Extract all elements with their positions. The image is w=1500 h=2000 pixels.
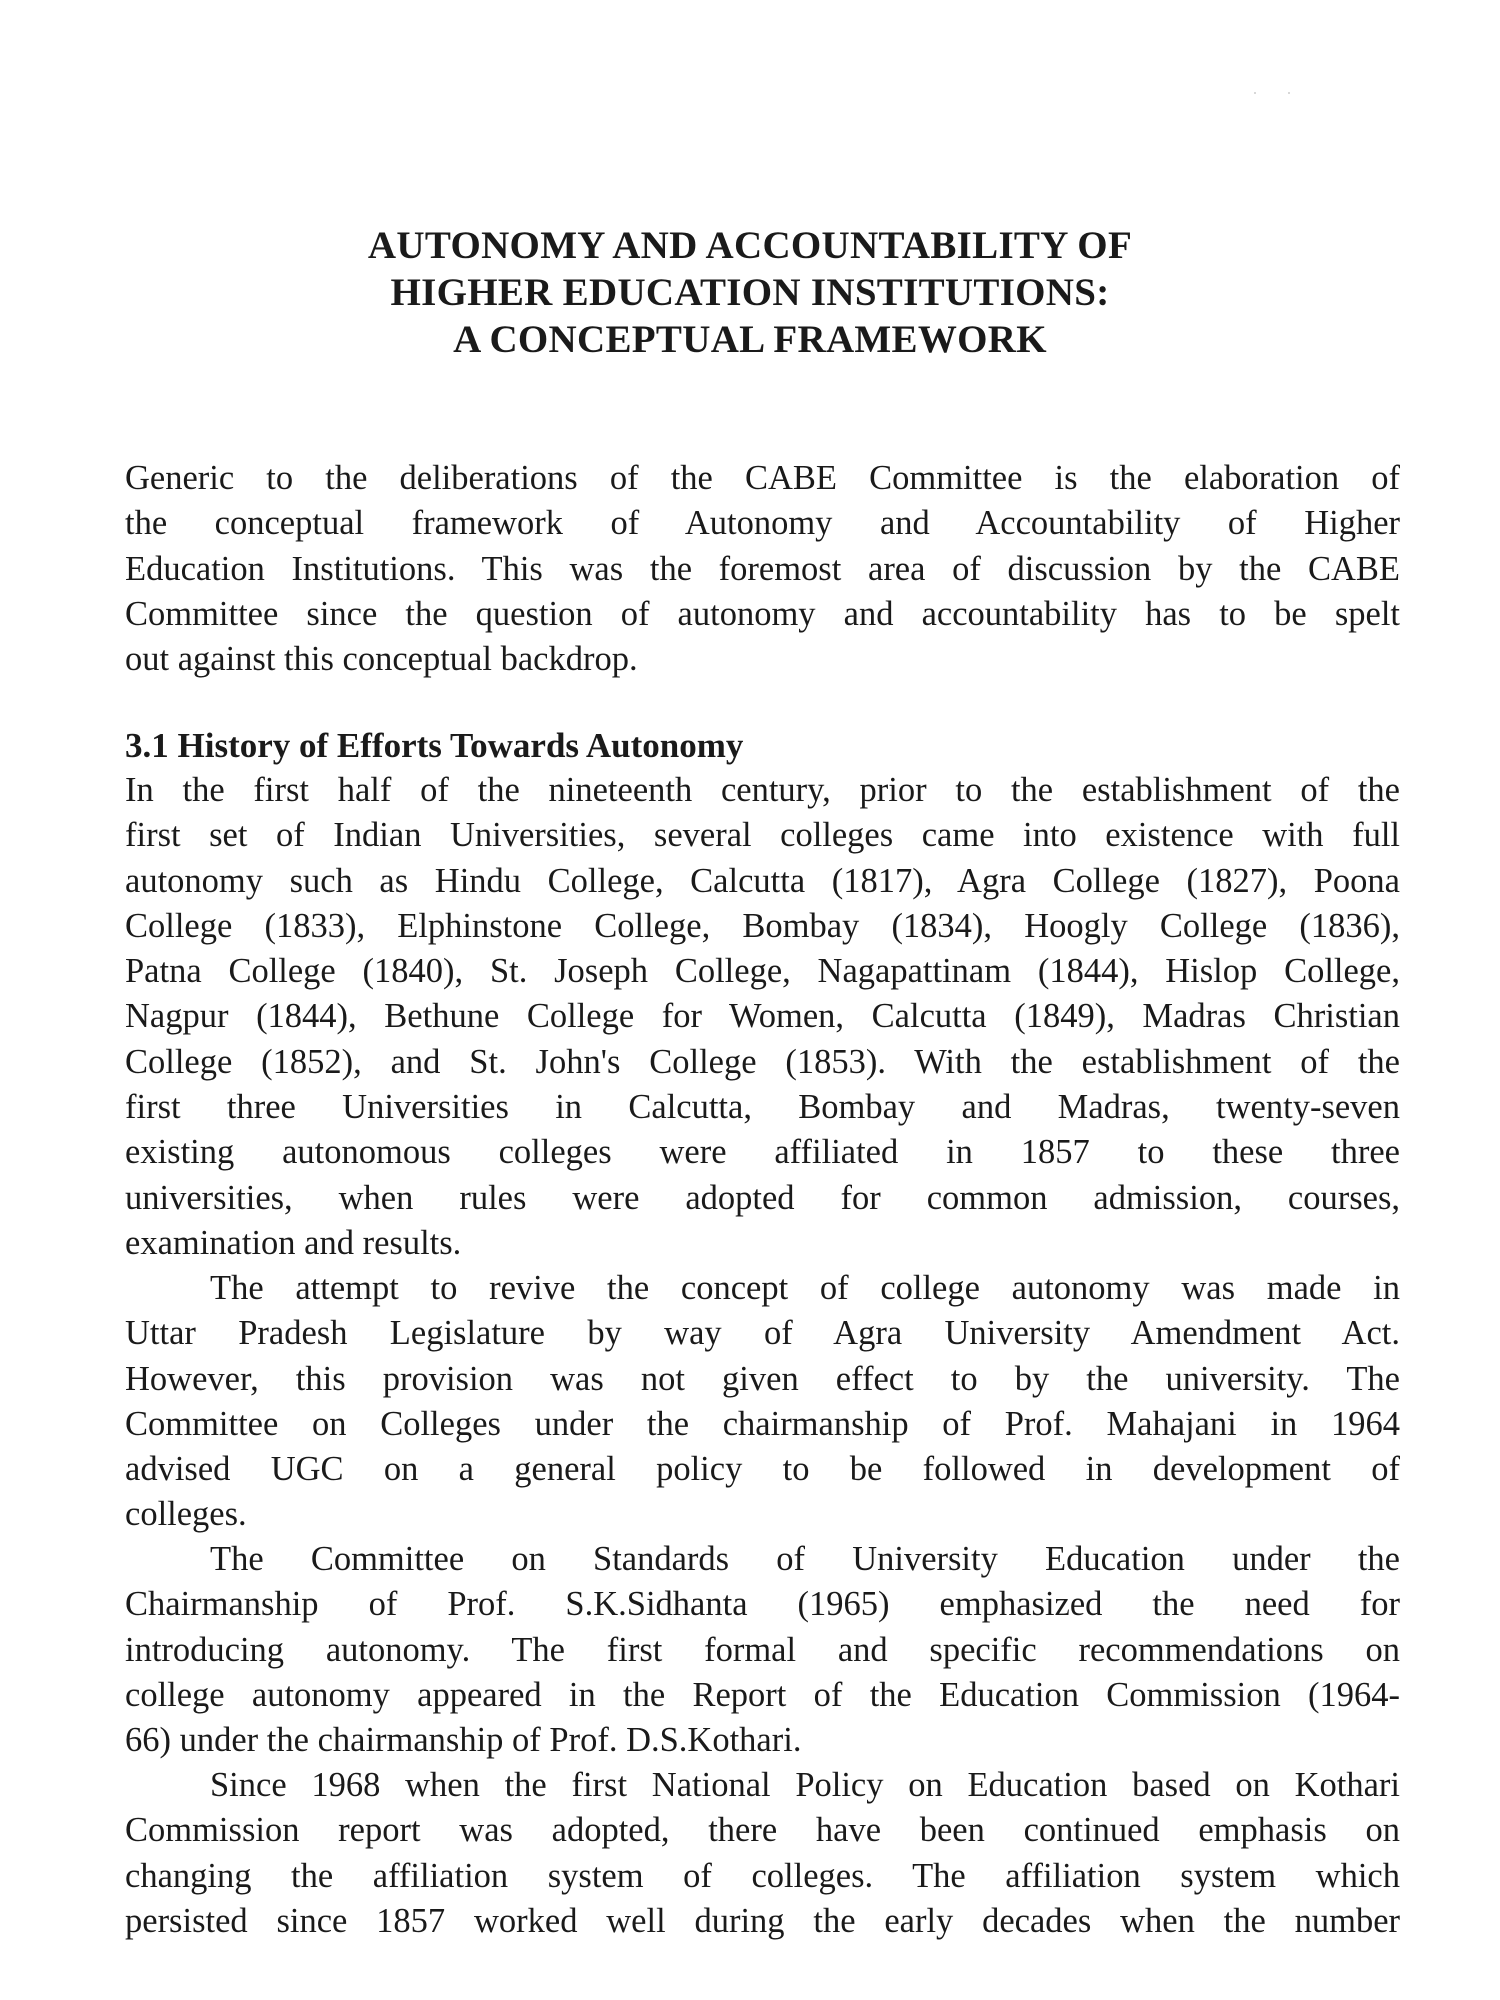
text-line: out against this conceptual backdrop. (125, 640, 638, 679)
text-line: Committee since the question of autonomy and accountability has to be spelt (125, 594, 1400, 633)
text-line: College (1833), Elphinstone College, Bombay (1834), Hoogly College (1836), (125, 906, 1400, 945)
scan-speck (1254, 92, 1256, 94)
text-line: college autonomy appeared in the Report of the Education Commission (1964- (125, 1675, 1400, 1714)
text-line: Committee on Colleges under the chairmanship of Prof. Mahajani in 1964 (125, 1404, 1400, 1443)
policy-paragraph (125, 1763, 1400, 1944)
section-heading: 3.1 History of Efforts Towards Autonomy (125, 726, 744, 765)
text-line: Patna College (1840), St. Joseph College, Nagapattinam (1844), Hislop College, (125, 952, 1400, 991)
text-line: existing autonomous colleges were affiliated in 1857 to these three (125, 1133, 1400, 1172)
text-line: College (1852), and St. John's College (1853). With the establishment of the (125, 1042, 1400, 1081)
scan-speck (1288, 92, 1290, 94)
text-line: 66) under the chairmanship of Prof. D.S.Kothari. (125, 1721, 802, 1760)
text-line: Education Institutions. This was the foremost area of discussion by the CABE (125, 549, 1400, 588)
history-paragraph (125, 768, 1400, 1266)
text-line: Generic to the deliberations of the CABE Committee is the elaboration of (125, 459, 1400, 497)
text-line: The Committee on Standards of University Education under the (210, 1540, 1400, 1578)
text-line: The attempt to revive the concept of college autonomy was made in (210, 1269, 1400, 1307)
text-line: examination and results. (125, 1223, 462, 1262)
revival-paragraph (125, 1266, 1400, 1538)
chapter-title-line: AUTONOMY AND ACCOUNTABILITY OF (367, 224, 1133, 267)
text-line: changing the affiliation system of colleges. The affiliation system which (125, 1856, 1400, 1895)
intro-paragraph (125, 456, 1400, 682)
text-line: Since 1968 when the first National Policy on Education based on Kothari (210, 1766, 1400, 1804)
text-line: persisted since 1857 worked well during the early decades when the number (125, 1901, 1400, 1940)
chapter-title-line: HIGHER EDUCATION INSTITUTIONS: (390, 271, 1110, 314)
chapter-title-line: A CONCEPTUAL FRAMEWORK (453, 318, 1047, 361)
chapter-title (150, 222, 1350, 363)
standards-paragraph (125, 1537, 1400, 1763)
text-line: Commission report was adopted, there have been continued emphasis on (125, 1811, 1400, 1850)
text-line: autonomy such as Hindu College, Calcutta (1817), Agra College (1827), Poona (125, 861, 1400, 900)
text-line: the conceptual framework of Autonomy and Accountability of Higher (125, 504, 1400, 543)
text-line: Uttar Pradesh Legislature by way of Agra University Amendment Act. (125, 1314, 1400, 1353)
text-line: However, this provision was not given effect to by the university. The (125, 1359, 1400, 1398)
text-line: first three Universities in Calcutta, Bombay and Madras, twenty-seven (125, 1088, 1400, 1127)
text-line: advised UGC on a general policy to be followed in development of (125, 1450, 1400, 1489)
text-line: universities, when rules were adopted for common admission, courses, (125, 1178, 1400, 1217)
text-line: colleges. (125, 1495, 247, 1534)
text-line: Chairmanship of Prof. S.K.Sidhanta (1965) emphasized the need for (125, 1585, 1400, 1624)
text-line: Nagpur (1844), Bethune College for Women, Calcutta (1849), Madras Christian (125, 997, 1400, 1036)
text-line: first set of Indian Universities, several colleges came into existence with full (125, 816, 1400, 855)
text-line: In the first half of the nineteenth century, prior to the establishment of the (125, 771, 1400, 809)
text-line: introducing autonomy. The first formal and specific recommendations on (125, 1630, 1400, 1669)
